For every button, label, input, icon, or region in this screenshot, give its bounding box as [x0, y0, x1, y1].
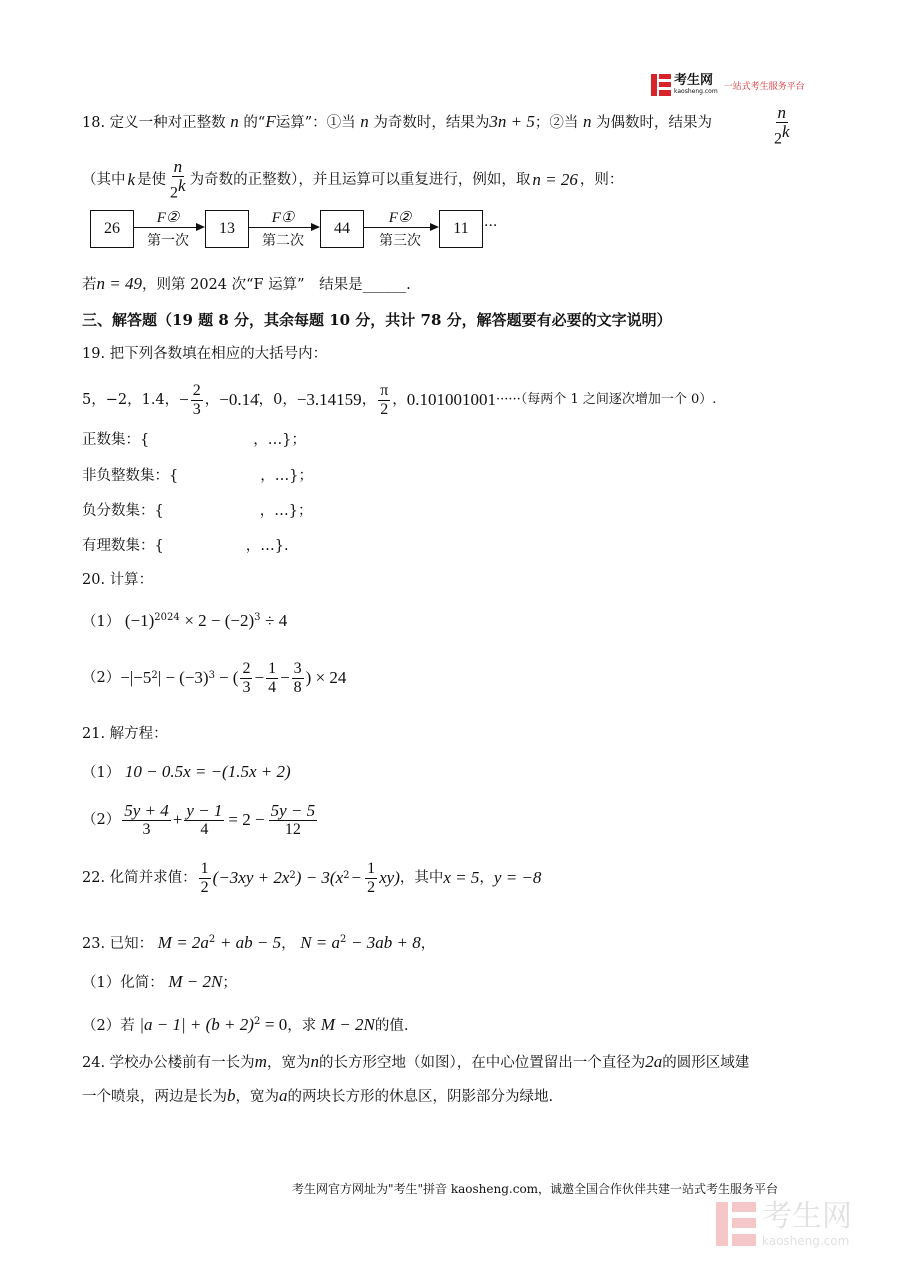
flow-arrow-1	[133, 227, 203, 228]
q24-line1: 24. 学校办公楼前有一长为m，宽为n的长方形空地（如图），在中心位置留出一个直径为2a的圆形区域建	[82, 1052, 750, 1071]
q21-part1: （1） 10 − 0.5x = −(1.5x + 2)	[82, 762, 291, 781]
watermark-logo-icon	[716, 1202, 756, 1246]
header-logo	[651, 72, 805, 98]
flow-op-1: F②	[156, 210, 180, 226]
q19-numbers: 5，−2，1.4， − $\frac{2}{3}$ ， −0.14̇ ，0， −3.14159 ， $\frac{\pi}{2}$ ， 0.101001001 ······（每两个 1 之间逐次增加一个 0）.	[82, 381, 717, 418]
q23-part2: （2）若 $|a - 1| + (b + 2)^2 = 0$，求 M − 2N的值.	[82, 1014, 409, 1034]
footer-text: 考生网官方网址为"考生"拼音 kaosheng.com，诚邀全国合作伙伴共建一站式考生服务平台	[292, 1182, 779, 1196]
flow-arrow-2	[248, 227, 318, 228]
kaosheng-logo-icon	[651, 74, 671, 96]
watermark-name: 考生网	[762, 1199, 852, 1234]
q20-part2: （2） −|−5 2 | − (−3) 3 − ( $\frac{2}{3}$ − $\frac{1}{4}$ − $\frac{3}{8}$ ) × 24	[82, 659, 347, 696]
q23-part1: （1）化简： M − 2N；	[82, 972, 237, 991]
q19-set-positive: 正数集：{ ，…}；	[82, 432, 306, 448]
q18-frac-line1: $\frac{n}{2^k}$	[774, 103, 790, 148]
q19-title: 19. 把下列各数填在相应的大括号内：	[82, 346, 328, 362]
q21-part2: （2） $\frac{5y + 4}{3}$ + $\frac{y - 1}{4}$ = 2 − $\frac{5y - 5}{12}$	[82, 800, 316, 838]
section3-title: 三、解答题（19 题 8 分，其余每题 10 分，共计 78 分，解答题要有必要的文字说明）	[82, 311, 672, 329]
q18-line1: 18. 定义一种对正整数 n 的“F运算”：①当 n 为奇数时，结果为3n + 5；②当 n 为偶数时，结果为	[82, 112, 713, 131]
logo-name: 考生网	[674, 73, 714, 88]
header-slogan: 一站式考生服务平台	[723, 81, 805, 92]
flow-step-2: 第二次	[262, 233, 304, 249]
flow-op-2: F①	[271, 210, 295, 226]
flow-step-1: 第一次	[147, 233, 189, 249]
q19-set-nonneg-int: 非负整数集：{ ，…}；	[82, 468, 313, 484]
q22: 22. 化简并求值： $\frac{1}{2}$ (−3xy + 2x 2 ) − 3(x 2 − $\frac{1}{2}$ xy) ，其中 x = 5 ， y = −8	[82, 859, 542, 896]
q23-given: 23. 已知： $M = 2a^2$ + ab − 5， $N = a^2 - 3ab + 8$，	[82, 932, 436, 952]
flow-box-2: 13	[205, 210, 249, 248]
q18-line2: （其中 k 是使 $\frac{n}{2^k}$ 为奇数的正整数），并且运算可以重复进行，例如，取 n = 26 ，则：	[82, 157, 624, 202]
flow-box-4: 11	[439, 210, 483, 248]
flow-op-3: F②	[388, 210, 412, 226]
flow-box-3: 44	[320, 210, 364, 248]
watermark	[716, 1200, 852, 1248]
flow-ellipsis: ···	[484, 218, 498, 234]
q20-title: 20. 计算：	[82, 572, 154, 588]
flow-box-1: 26	[90, 210, 134, 248]
q20-part1: （1） $(-1)^{2024} \times 2 - (-2)^3 \div 4$	[82, 610, 288, 630]
q24-line2: 一个喷泉，两边是长为b，宽为a的两块长方形的休息区，阴影部分为绿地.	[82, 1086, 554, 1105]
q19-set-neg-frac: 负分数集：{ ，…}；	[82, 503, 313, 519]
flow-step-3: 第三次	[379, 233, 421, 249]
q19-set-rational: 有理数集：{ ，…}.	[82, 538, 289, 554]
q18-line3: 若n = 49，则第 2024 次“F 运算” 结果是______.	[82, 274, 411, 293]
q21-title: 21. 解方程：	[82, 726, 168, 742]
logo-domain: kaosheng.com	[674, 88, 718, 95]
watermark-domain: kaosheng.com	[762, 1234, 850, 1248]
flow-arrow-3	[363, 227, 437, 228]
